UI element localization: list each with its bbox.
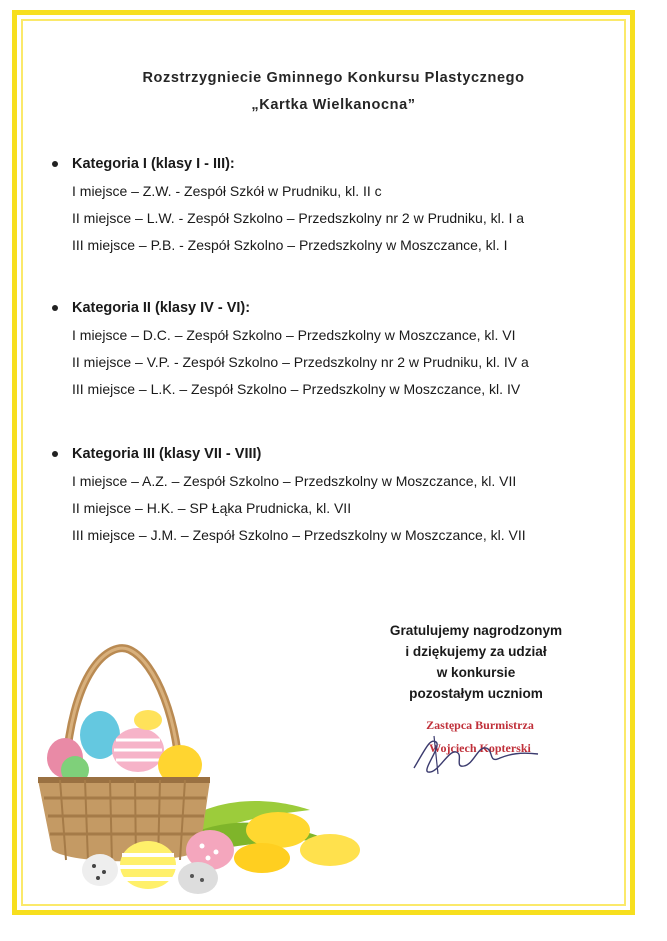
stamp-name: Wojciech Kopterski [429,741,531,755]
result-entry: III miejsce – J.M. – Zespół Szkolno – Przedszkolny w Moszczance, kl. VII [72,527,526,543]
result-entry: I miejsce – D.C. – Zespół Szkolno – Przedszkolny w Moszczance, kl. VI [72,327,516,343]
bullet-icon [52,451,58,457]
result-entry: III miejsce – P.B. - Zespół Szkolno – Przedszkolny w Moszczance, kl. I [72,237,508,253]
result-entry: I miejsce – Z.W. - Zespół Szkół w Prudniku, kl. II c [72,183,382,199]
category-heading [52,446,526,462]
result-entry: II miejsce – V.P. - Zespół Szkolno – Przedszkolny nr 2 w Prudniku, kl. IV a [72,354,529,370]
closing-line: pozostałym uczniom [409,686,543,701]
tulip-icon [234,843,290,873]
easter-basket-illustration [30,640,370,900]
egg-icon [134,710,162,730]
stamp-role: Zastępca Burmistrza [426,718,534,732]
closing-message [360,620,592,704]
document-subtitle: „Kartka Wielkanocna” [251,97,416,113]
egg-icon [82,854,118,886]
tulip-icon [300,834,360,866]
category-heading-text: Kategoria II (klasy IV - VI): [72,300,251,316]
category-1 [52,156,524,259]
category-heading [52,300,529,316]
closing-line: i dziękujemy za udział [405,644,547,659]
closing-line: w konkursie [436,665,516,680]
egg-icon [178,862,218,894]
result-entry: II miejsce – L.W. - Zespół Szkolno – Przedszkolny nr 2 w Prudniku, kl. I a [72,210,525,226]
category-2 [52,300,529,403]
category-heading-text: Kategoria I (klasy I - III): [72,156,235,172]
document-title: Rozstrzygniecie Gminnego Konkursu Plastycznego [142,70,525,86]
signature-icon [408,728,548,778]
category-3 [52,446,526,549]
category-heading [52,156,524,172]
bullet-icon [52,161,58,167]
result-entry: II miejsce – H.K. – SP Łąka Prudnicka, kl. VII [72,500,352,516]
tulip-icon [246,812,310,848]
bullet-icon [52,305,58,311]
result-entry: I miejsce – A.Z. – Zespół Szkolno – Przedszkolny w Moszczance, kl. VII [72,473,517,489]
category-heading-text: Kategoria III (klasy VII - VIII) [72,446,262,462]
closing-line: Gratulujemy nagrodzonym [389,623,563,638]
result-entry: III miejsce – L.K. – Zespół Szkolno – Przedszkolny w Moszczance, kl. IV [72,381,521,397]
